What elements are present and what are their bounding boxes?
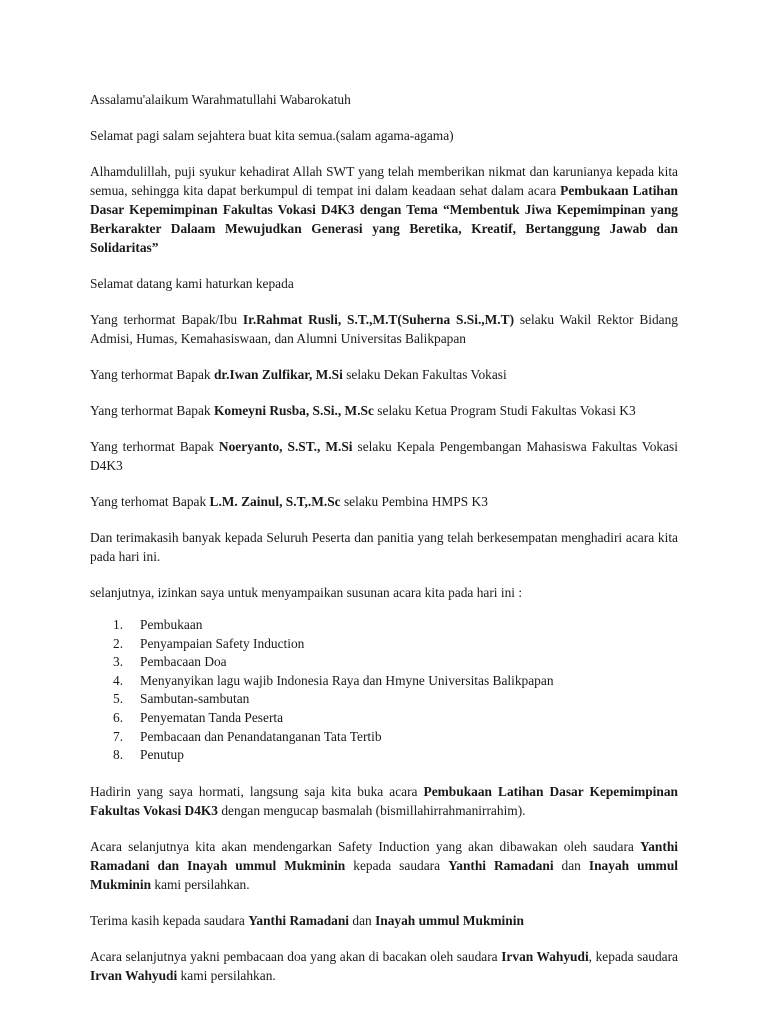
safety-text-4: kami persilahkan. bbox=[151, 876, 250, 892]
agenda-item bbox=[90, 635, 678, 654]
agenda-number: 3. bbox=[113, 654, 124, 670]
agenda-item bbox=[90, 746, 678, 765]
thanks-speakers-and: dan bbox=[349, 912, 376, 928]
honoree-role: selaku Pembina HMPS K3 bbox=[340, 494, 488, 509]
opening-act-basmalah: dengan mengucap basmalah (bismillahirrahmanirrahim). bbox=[218, 802, 526, 818]
opening-act-title: Pembukaan Latihan Dasar Kepemimpinan Fakultas Vokasi D4K3 bbox=[90, 783, 678, 818]
speaker-name-2: Inayah ummul Mukminin bbox=[375, 912, 524, 928]
opening-text: Alhamdulillah, puji syukur kehadirat Allah SWT yang telah memberikan nikmat dan karunianya kepada kita semua, sehingga kita dapat berkumpul di tempat ini dalam keadaan sehat dalam acara bbox=[90, 164, 678, 198]
agenda-number: 8. bbox=[113, 747, 124, 763]
prayer-text-3: kami persilahkan. bbox=[177, 967, 276, 983]
prayer-text-2: , kepada saudara bbox=[588, 948, 678, 964]
prayer-paragraph bbox=[90, 947, 678, 985]
prayer-reader-name: Irvan Wahyudi bbox=[501, 948, 589, 964]
event-title: Pembukaan Latihan Dasar Kepemimpinan Fakultas Vokasi D4K3 dengan Tema “Membentuk Jiwa Kepemimpinan yang Berkarakter Dalaam Mewujudkan Generasi yang Beretika, Kreatif, Bertanggung Jawab dan Solidaritas” bbox=[90, 183, 678, 255]
honoree-name: Noeryanto, S.ST., M.Si bbox=[218, 439, 353, 454]
honoree-role: selaku Kepala Pengembangan Mahasiswa Fakultas Vokasi D4K3 bbox=[90, 439, 678, 473]
safety-text-2: kepada saudara bbox=[345, 857, 449, 873]
honoree-prefix: Yang terhormat Bapak bbox=[90, 439, 219, 454]
honoree-paragraph-2 bbox=[90, 365, 678, 384]
honoree-name: dr.Iwan Zulfikar, M.Si bbox=[213, 367, 343, 382]
honoree-role: selaku Ketua Program Studi Fakultas Vokasi K3 bbox=[373, 403, 636, 418]
prayer-text-1: Acara selanjutnya yakni pembacaan doa yang akan di bacakan oleh saudara bbox=[90, 948, 502, 964]
safety-induction-paragraph bbox=[90, 837, 678, 894]
honoree-prefix: Yang terhormat Bapak/Ibu bbox=[90, 312, 243, 327]
opening-act-paragraph bbox=[90, 782, 678, 820]
agenda-item bbox=[90, 709, 678, 728]
agenda-text: Menyanyikan lagu wajib Indonesia Raya dan Hmyne Universitas Balikpapan bbox=[140, 672, 554, 688]
agenda-list bbox=[90, 616, 678, 765]
speaker-names: Yanthi Ramadani dan Inayah ummul Mukminin bbox=[90, 838, 678, 873]
speaker-name-1: Yanthi Ramadani bbox=[248, 912, 350, 928]
agenda-text: Pembacaan dan Penandatanganan Tata Tertib bbox=[140, 728, 382, 744]
honoree-name: Ir.Rahmat Rusli, S.T.,M.T(Suherna S.Si.,M.T) bbox=[242, 312, 515, 327]
agenda-number: 4. bbox=[113, 672, 124, 688]
opening-act-text: Hadirin yang saya hormati, langsung saja kita buka acara bbox=[90, 783, 424, 799]
honoree-role: selaku Wakil Rektor Bidang Admisi, Humas, Kemahasiswaan, dan Alumni Universitas Balikpapan bbox=[90, 312, 678, 346]
agenda-item bbox=[90, 728, 678, 747]
agenda-item bbox=[90, 672, 678, 691]
agenda-text: Pembacaan Doa bbox=[140, 654, 227, 670]
honoree-paragraph-3 bbox=[90, 401, 678, 420]
honoree-role: selaku Dekan Fakultas Vokasi bbox=[342, 367, 507, 382]
agenda-text: Penyampaian Safety Induction bbox=[140, 635, 305, 651]
speaker-name-1: Yanthi Ramadani bbox=[448, 857, 554, 873]
honoree-name: L.M. Zainul, S.T,.M.Sc bbox=[209, 494, 341, 509]
thanks-speakers-paragraph bbox=[90, 911, 678, 930]
agenda-item bbox=[90, 616, 678, 635]
honoree-paragraph-4 bbox=[90, 437, 678, 475]
salutation-paragraph: Selamat pagi salam sejahtera buat kita semua.(salam agama-agama) bbox=[90, 128, 454, 143]
welcome-paragraph: Selamat datang kami haturkan kepada bbox=[90, 276, 294, 291]
honoree-name: Komeyni Rusba, S.Si., M.Sc bbox=[213, 403, 374, 418]
agenda-number: 5. bbox=[113, 691, 124, 707]
greeting-paragraph: Assalamu'alaikum Warahmatullahi Wabarokatuh bbox=[90, 92, 351, 107]
safety-text-3: dan bbox=[553, 857, 589, 873]
honoree-prefix: Yang terhormat Bapak bbox=[90, 367, 214, 382]
agenda-text: Penutup bbox=[140, 747, 184, 763]
honoree-paragraph-5 bbox=[90, 492, 678, 511]
honoree-prefix: Yang terhomat Bapak bbox=[90, 494, 210, 509]
safety-text-1: Acara selanjutnya kita akan mendengarkan Safety Induction yang akan dibawakan oleh saudara bbox=[90, 838, 641, 854]
agenda-number: 6. bbox=[113, 709, 124, 725]
agenda-text: Sambutan-sambutan bbox=[140, 691, 250, 707]
opening-paragraph bbox=[90, 162, 678, 257]
honoree-paragraph-1 bbox=[90, 310, 678, 348]
agenda-text: Pembukaan bbox=[140, 617, 203, 632]
honoree-prefix: Yang terhormat Bapak bbox=[90, 403, 214, 418]
agenda-number: 1. bbox=[113, 617, 124, 632]
agenda-number: 7. bbox=[113, 728, 124, 744]
agenda-text: Penyematan Tanda Peserta bbox=[140, 709, 284, 725]
speaker-name-2: Inayah ummul Mukminin bbox=[90, 857, 679, 892]
agenda-item bbox=[90, 653, 678, 672]
thanks-paragraph: Dan terimakasih banyak kepada Seluruh Peserta dan panitia yang telah berkesempatan menghadiri acara kita pada hari ini. bbox=[90, 530, 678, 564]
thanks-speakers-text: Terima kasih kepada saudara bbox=[90, 912, 249, 928]
prayer-reader-name: Irvan Wahyudi bbox=[90, 967, 178, 983]
agenda-intro: selanjutnya, izinkan saya untuk menyampaikan susunan acara kita pada hari ini : bbox=[90, 585, 523, 600]
agenda-item bbox=[90, 690, 678, 709]
agenda-number: 2. bbox=[113, 635, 124, 651]
